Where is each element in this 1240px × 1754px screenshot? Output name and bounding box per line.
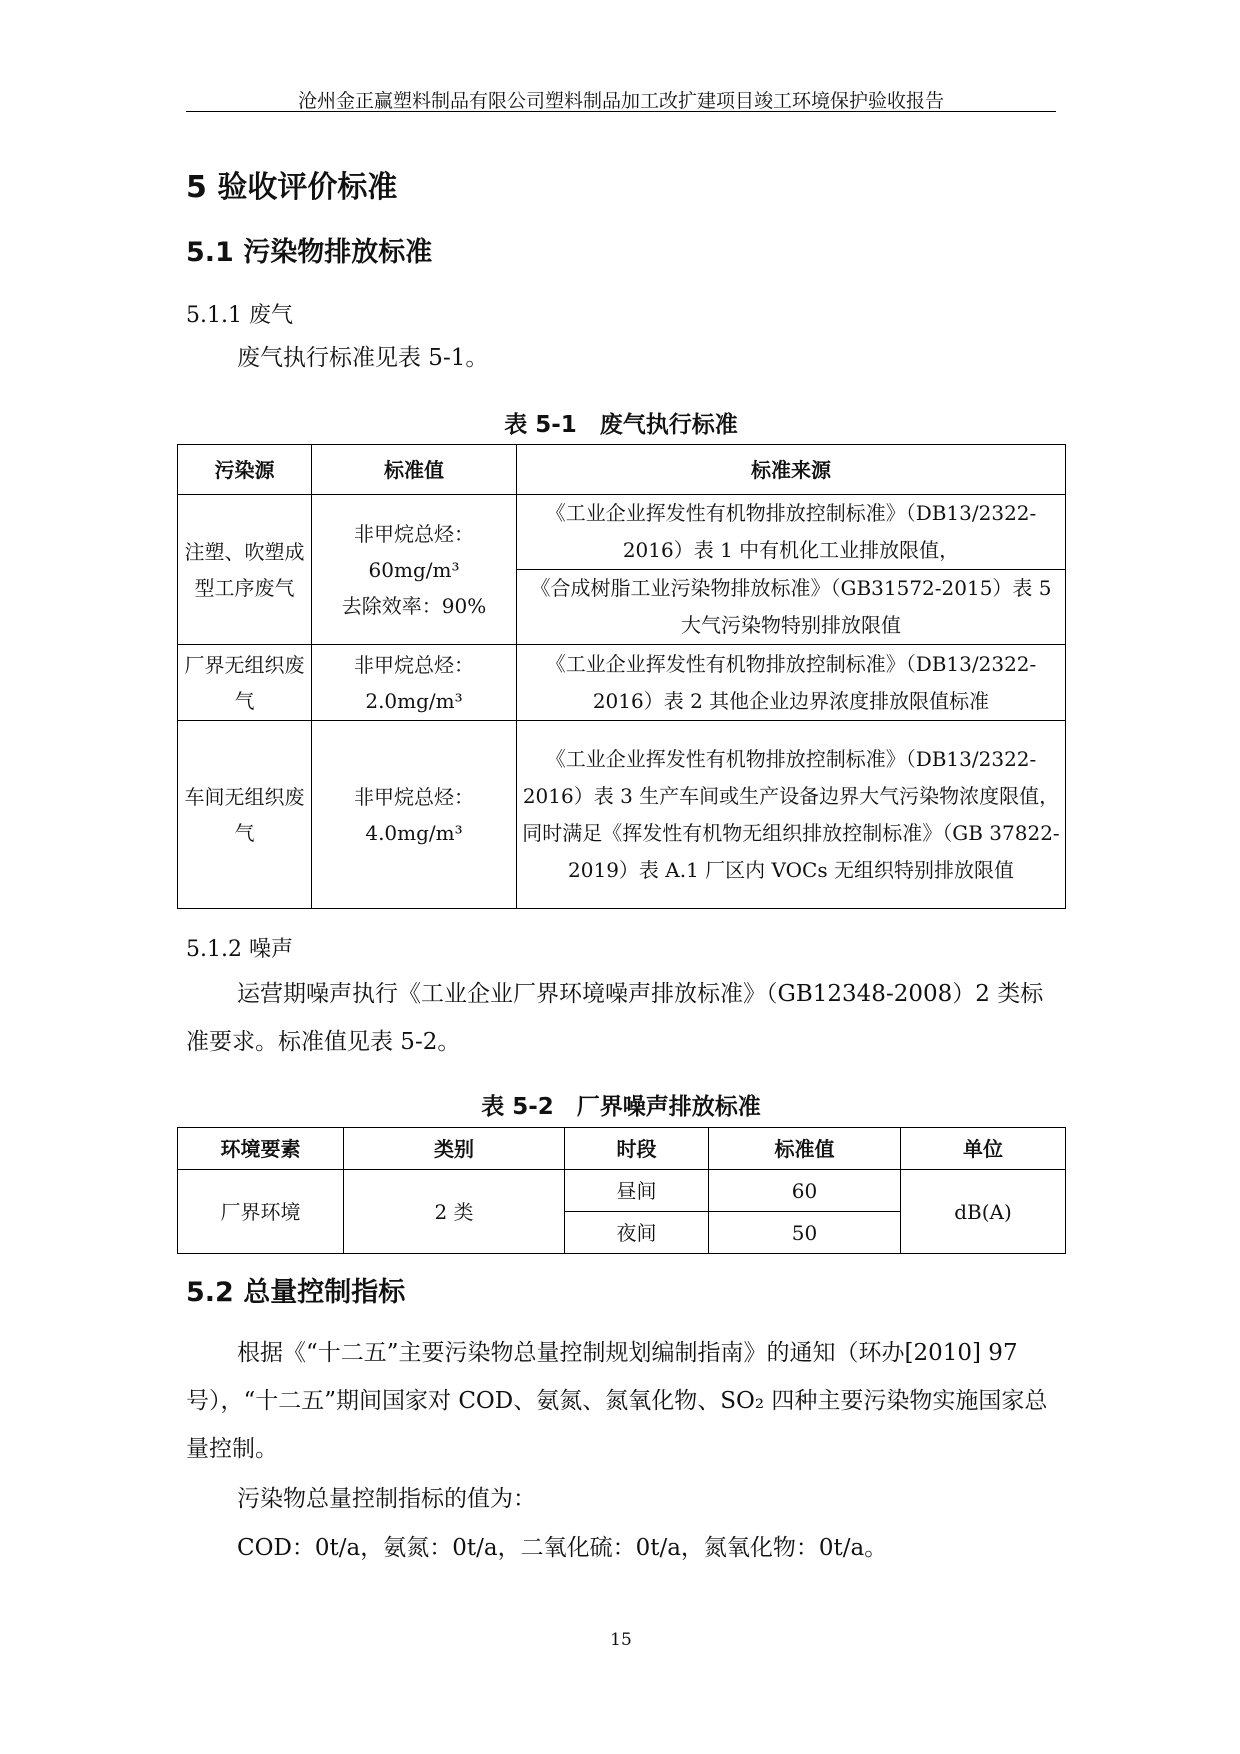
table1-header-value: 标准值 <box>312 445 517 495</box>
section-5-1-title: 5.1 污染物排放标准 <box>186 237 433 268</box>
table1-cell-value <box>312 495 517 645</box>
table2-cell-value: 50 <box>709 1212 901 1254</box>
section-5-title: 5 验收评价标准 <box>186 170 398 205</box>
header-rule <box>186 111 1056 112</box>
table1-cell-standard: 《工业企业挥发性有机物排放控制标准》（DB13/2322-2016）表 2 其他企业边界浓度排放限值标准 <box>517 645 1066 721</box>
table1-value-line1: 非甲烷总烃： <box>354 784 474 809</box>
table2-cell-period: 夜间 <box>565 1212 709 1254</box>
section-5-2-text: 污染物总量控制指标的值为： <box>237 1486 536 1512</box>
table1-cell-standard: 《合成树脂工业污染物排放标准》（GB31572-2015）表 5 大气污染物特别排放限值 <box>517 570 1066 645</box>
table2-header-category: 类别 <box>344 1128 565 1170</box>
page-header: 沧州金正赢塑料制品有限公司塑料制品加工改扩建项目竣工环境保护验收报告 <box>297 90 944 112</box>
table1-cell-source: 车间无组织废气 <box>178 721 312 909</box>
section-5-2-title: 5.2 总量控制指标 <box>186 1277 406 1308</box>
table1-header-standard: 标准来源 <box>517 445 1066 495</box>
table1-value-line2: 4.0mg/m³ <box>365 820 463 845</box>
section-5-1-2-title: 5.1.2 噪声 <box>186 937 293 962</box>
section-5-2-text: COD：0t/a，氨氮：0t/a，二氧化硫：0t/a，氮氧化物：0t/a。 <box>237 1535 888 1561</box>
section-5-1-1-title: 5.1.1 废气 <box>186 303 293 328</box>
table2-header-period: 时段 <box>565 1128 709 1170</box>
table2-header-value: 标准值 <box>709 1128 901 1170</box>
section-5-1-2-text: 运营期噪声执行《工业企业厂界环境噪声排放标准》（GB12348-2008）2 类标准要求。标准值见表 5-2。 <box>186 981 1044 1055</box>
table1-value-line2: 去除效率：90% <box>341 593 487 618</box>
table2-cell-unit: dB(A) <box>901 1170 1066 1254</box>
table1-cell-standard: 《工业企业挥发性有机物排放控制标准》（DB13/2322-2016）表 3 生产车间或生产设备边界大气污染物浓度限值，同时满足《挥发性有机物无组织排放控制标准》（GB 37822-2019）表 A.1 厂区内 VOCs 无组织特别排放限值 <box>517 721 1066 909</box>
table1-value-line2: 2.0mg/m³ <box>365 688 463 713</box>
table1-header-source: 污染源 <box>178 445 312 495</box>
table1-cell-source: 厂界无组织废气 <box>178 645 312 721</box>
table2-cell-element: 厂界环境 <box>178 1170 344 1254</box>
table2-cell-category: 2 类 <box>344 1170 565 1254</box>
table2-caption: 表 5-2 厂界噪声排放标准 <box>481 1094 761 1120</box>
page-number: 15 <box>610 1630 632 1650</box>
table2-cell-value: 60 <box>709 1170 901 1212</box>
table1-value-line1: 非甲烷总烃：60mg/m³ <box>354 521 474 582</box>
table1-caption: 表 5-1 废气执行标准 <box>504 412 738 438</box>
table2 <box>177 1127 1066 1254</box>
table1-cell-value <box>312 721 517 909</box>
table2-header-element: 环境要素 <box>178 1128 344 1170</box>
table1-cell-source: 注塑、吹塑成型工序废气 <box>178 495 312 645</box>
section-5-2-text: 根据《“十二五”主要污染物总量控制规划编制指南》的通知（环办[2010] 97 号），“十二五”期间国家对 COD、氨氮、氮氧化物、SO₂ 四种主要污染物实施国家总量控制。 <box>186 1340 1048 1462</box>
table2-cell-period: 昼间 <box>565 1170 709 1212</box>
section-5-1-1-text: 废气执行标准见表 5-1。 <box>237 345 489 371</box>
table1-value-line1: 非甲烷总烃： <box>354 652 474 677</box>
table2-header-unit: 单位 <box>901 1128 1066 1170</box>
table1-cell-standard: 《工业企业挥发性有机物排放控制标准》（DB13/2322-2016）表 1 中有机化工业排放限值， <box>517 495 1066 570</box>
table1 <box>177 444 1066 909</box>
table1-cell-value <box>312 645 517 721</box>
